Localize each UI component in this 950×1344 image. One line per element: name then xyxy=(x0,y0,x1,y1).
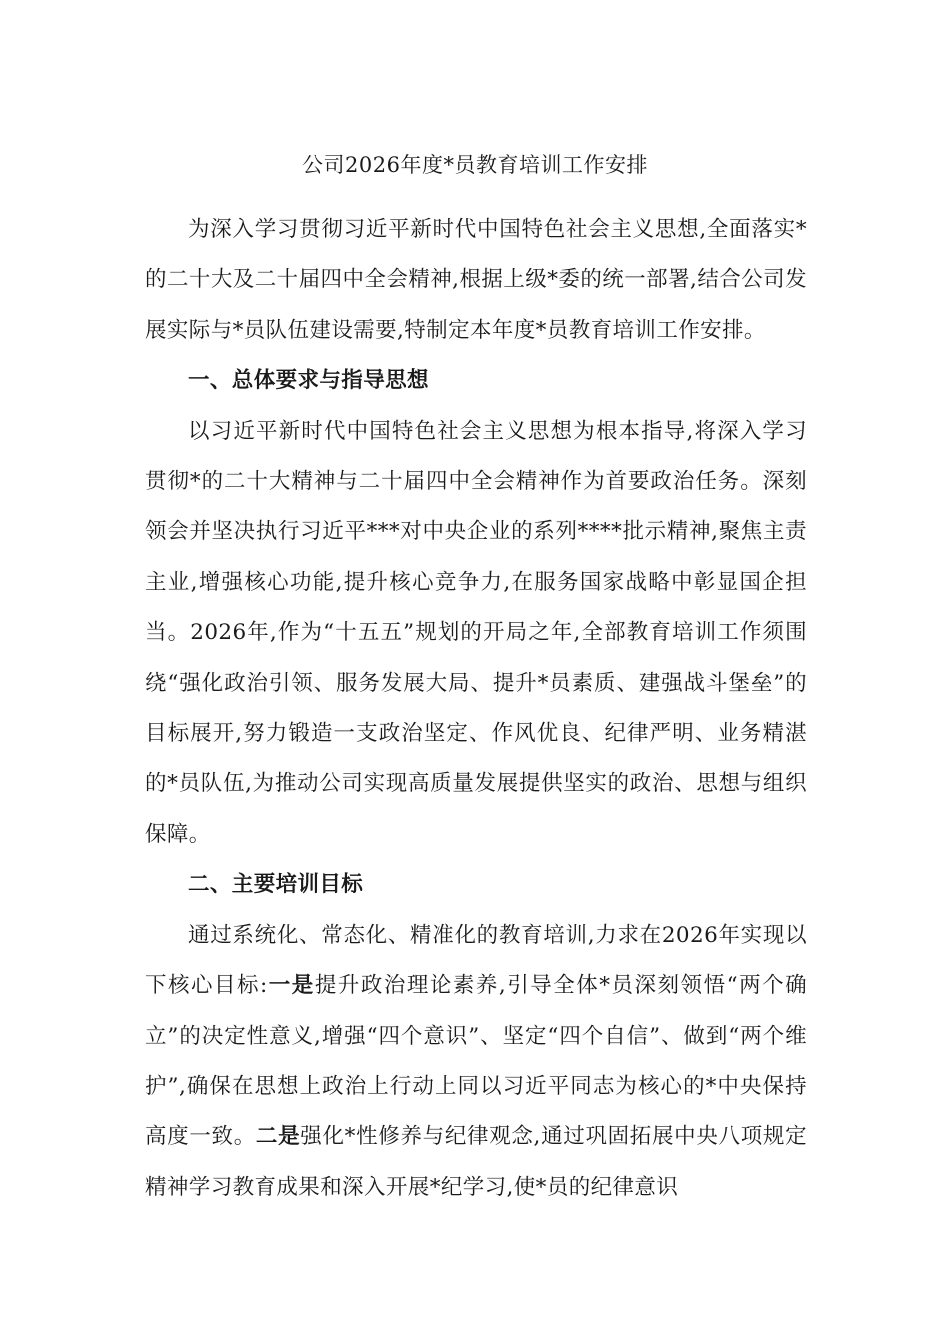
section1-heading: 一、总体要求与指导思想 xyxy=(188,368,429,394)
goal2-text: 强化*性修养与纪律观念,通过巩固拓展中央八项规定精神学习教育成果和深入开展*纪学习,使*员的纪律意识 xyxy=(145,1124,807,1200)
section2-paragraph xyxy=(145,911,807,1213)
document-body xyxy=(145,205,807,1213)
document-title: 公司2026年度*员教育培训工作安排 xyxy=(302,153,648,177)
goal2-label: 二是 xyxy=(255,1124,301,1150)
section2-heading: 二、主要培训目标 xyxy=(188,872,364,898)
section1-paragraph: 以习近平新时代中国特色社会主义思想为根本指导,将深入学习贯彻*的二十大精神与二十届四中全会精神作为首要政治任务。深刻领会并坚决执行习近平***对中央企业的系列****批示精神,聚焦主责主业,增强核心功能,提升核心竞争力,在服务国家战略中彰显国企担当。2026年,作为“十五五”规划的开局之年,全部教育培训工作须围绕“强化政治引领、服务发展大局、提升*员素质、建强战斗堡垒”的目标展开,努力锻造一支政治坚定、作风优良、纪律严明、业务精湛的*员队伍,为推动公司实现高质量发展提供坚实的政治、思想与组织保障。 xyxy=(145,418,807,847)
section2-lead: 通过系统化、常态化、精准化的教育培训,力求在2026年实现以下核心目标: xyxy=(145,922,807,999)
intro-paragraph: 为深入学习贯彻习近平新时代中国特色社会主义思想,全面落实*的二十大及二十届四中全会精神,根据上级*委的统一部署,结合公司发展实际与*员队伍建设需要,特制定本年度*员教育培训工作安排。 xyxy=(145,217,807,343)
goal1-label: 一是 xyxy=(267,973,315,999)
goal1-text: 提升政治理论素养,引导全体*员深刻领悟“两个确立”的决定性意义,增强“四个意识”、坚定“四个自信”、做到“两个维护”,确保在思想上政治上行动上同以习近平同志为核心的*中央保持高度一致。 xyxy=(145,973,807,1150)
